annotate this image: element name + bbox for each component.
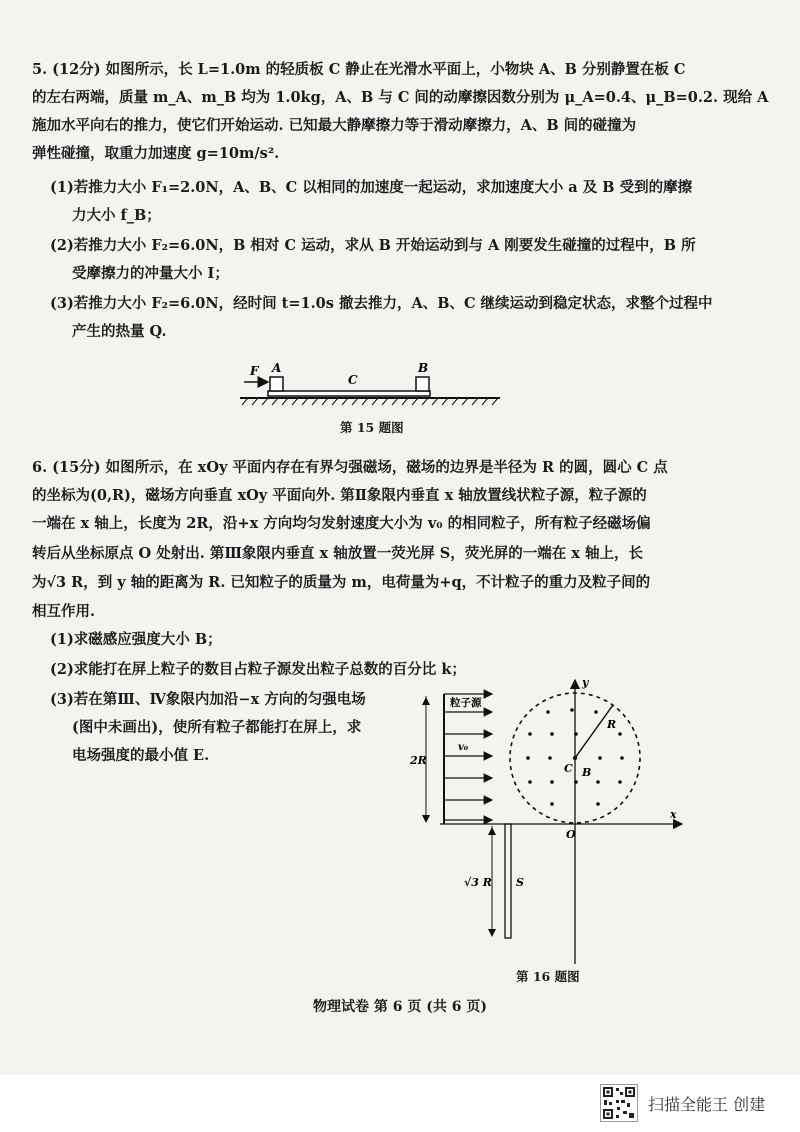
- figure-16: [400, 672, 690, 972]
- y-axis-label: y: [582, 676, 589, 689]
- figure-15-caption: 第 15 题图: [340, 420, 404, 435]
- q15-line-4: 弹性碰撞，取重力加速度 g=10m/s².: [32, 145, 280, 162]
- page-footer: 物理试卷 第 6 页 (共 6 页): [313, 999, 487, 1015]
- particle-source-label: 粒子源: [450, 697, 482, 709]
- origin-label: O: [566, 828, 576, 841]
- v0-label: v₀: [458, 742, 469, 753]
- label-b: B: [418, 361, 429, 375]
- radius-line: [575, 705, 613, 758]
- figure-15: [230, 358, 510, 414]
- q15-part3: (3)若推力大小 F₂=6.0N，经时间 t=1.0s 撤去推力，A、B、C 继续运动到稳定状态，求整个过程中: [50, 295, 713, 312]
- dim-sqrt3r-label: √3 R: [464, 876, 492, 889]
- x-axis-label: x: [670, 808, 677, 821]
- board-c: [268, 391, 430, 396]
- q16-line-2: 的坐标为(0,R)，磁场方向垂直 xOy 平面向外. 第Ⅱ象限内垂直 x 轴放置线状粒子源，粒子源的: [32, 487, 647, 504]
- q16-part3-cont1: (图中未画出)，使所有粒子都能打在屏上，求: [72, 719, 362, 736]
- label-c: C: [348, 373, 358, 387]
- q16-line-5: 为√3 R，到 y 轴的距离为 R. 已知粒子的质量为 m，电荷量为+q，不计粒子的重力及粒子间的: [32, 574, 651, 591]
- q15-part1-cont: 力大小 f_B；: [72, 207, 161, 224]
- center-label: C: [564, 762, 573, 775]
- block-b: [416, 377, 429, 391]
- particle-rays: [444, 694, 492, 820]
- q15-line-1: 5. (12分) 如图所示，长 L=1.0m 的轻质板 C 静止在光滑水平面上，小物块 A、B 分别静置在板 C: [32, 61, 686, 78]
- q16-part3: (3)若在第Ⅲ、Ⅳ象限内加沿−x 方向的匀强电场: [50, 691, 366, 708]
- stamp-text: 扫描全能王 创建: [648, 1094, 766, 1114]
- q15-line-2: 的左右两端，质量 m_A、m_B 均为 1.0kg，A、B 与 C 间的动摩擦因数分别为 μ_A=0.4、μ_B=0.2. 现给 A: [32, 89, 769, 106]
- q16-line-6: 相互作用.: [32, 603, 96, 620]
- ground-hatch: [242, 398, 498, 405]
- radius-label: R: [607, 718, 617, 731]
- scanner-stamp: [600, 1084, 765, 1122]
- screen-label: S: [516, 876, 524, 889]
- q15-part1: (1)若推力大小 F₁=2.0N，A、B、C 以相同的加速度一起运动，求加速度大小 a 及 B 受到的摩擦: [50, 179, 693, 196]
- fluorescent-screen: [505, 824, 511, 938]
- q16-part1: (1)求磁感应强度大小 B；: [50, 631, 222, 648]
- q16-line-3: 一端在 x 轴上，长度为 2R，沿+x 方向均匀发射速度大小为 v₀ 的相同粒子，所有粒子经磁场偏: [32, 515, 651, 532]
- q16-part3-cont2: 电场强度的最小值 E.: [72, 747, 210, 764]
- block-a: [270, 377, 283, 391]
- dim-2r-label: 2R: [410, 754, 427, 767]
- label-a: A: [272, 361, 282, 375]
- field-label: B: [582, 766, 592, 779]
- q15-line-3: 施加水平向右的推力，使它们开始运动. 已知最大静摩擦力等于滑动摩擦力，A、B 间的碰撞为: [32, 117, 637, 134]
- figure-16-caption: 第 16 题图: [516, 969, 580, 984]
- label-f: F: [250, 364, 259, 378]
- qr-code-icon: [600, 1084, 638, 1122]
- q16-part2: (2)求能打在屏上粒子的数目占粒子源发出粒子总数的百分比 k；: [50, 661, 466, 678]
- q16-line-1: 6. (15分) 如图所示，在 xOy 平面内存在有界匀强磁场，磁场的边界是半径为 R 的圆，圆心 C 点: [32, 459, 668, 476]
- q15-part2-cont: 受摩擦力的冲量大小 I；: [72, 265, 229, 282]
- q15-part2: (2)若推力大小 F₂=6.0N，B 相对 C 运动，求从 B 开始运动到与 A 刚要发生碰撞的过程中，B 所: [50, 237, 696, 254]
- q16-line-4: 转后从坐标原点 O 处射出. 第Ⅲ象限内垂直 x 轴放置一荧光屏 S，荧光屏的一端在 x 轴上，长: [32, 545, 643, 562]
- q15-part3-cont: 产生的热量 Q.: [72, 323, 167, 340]
